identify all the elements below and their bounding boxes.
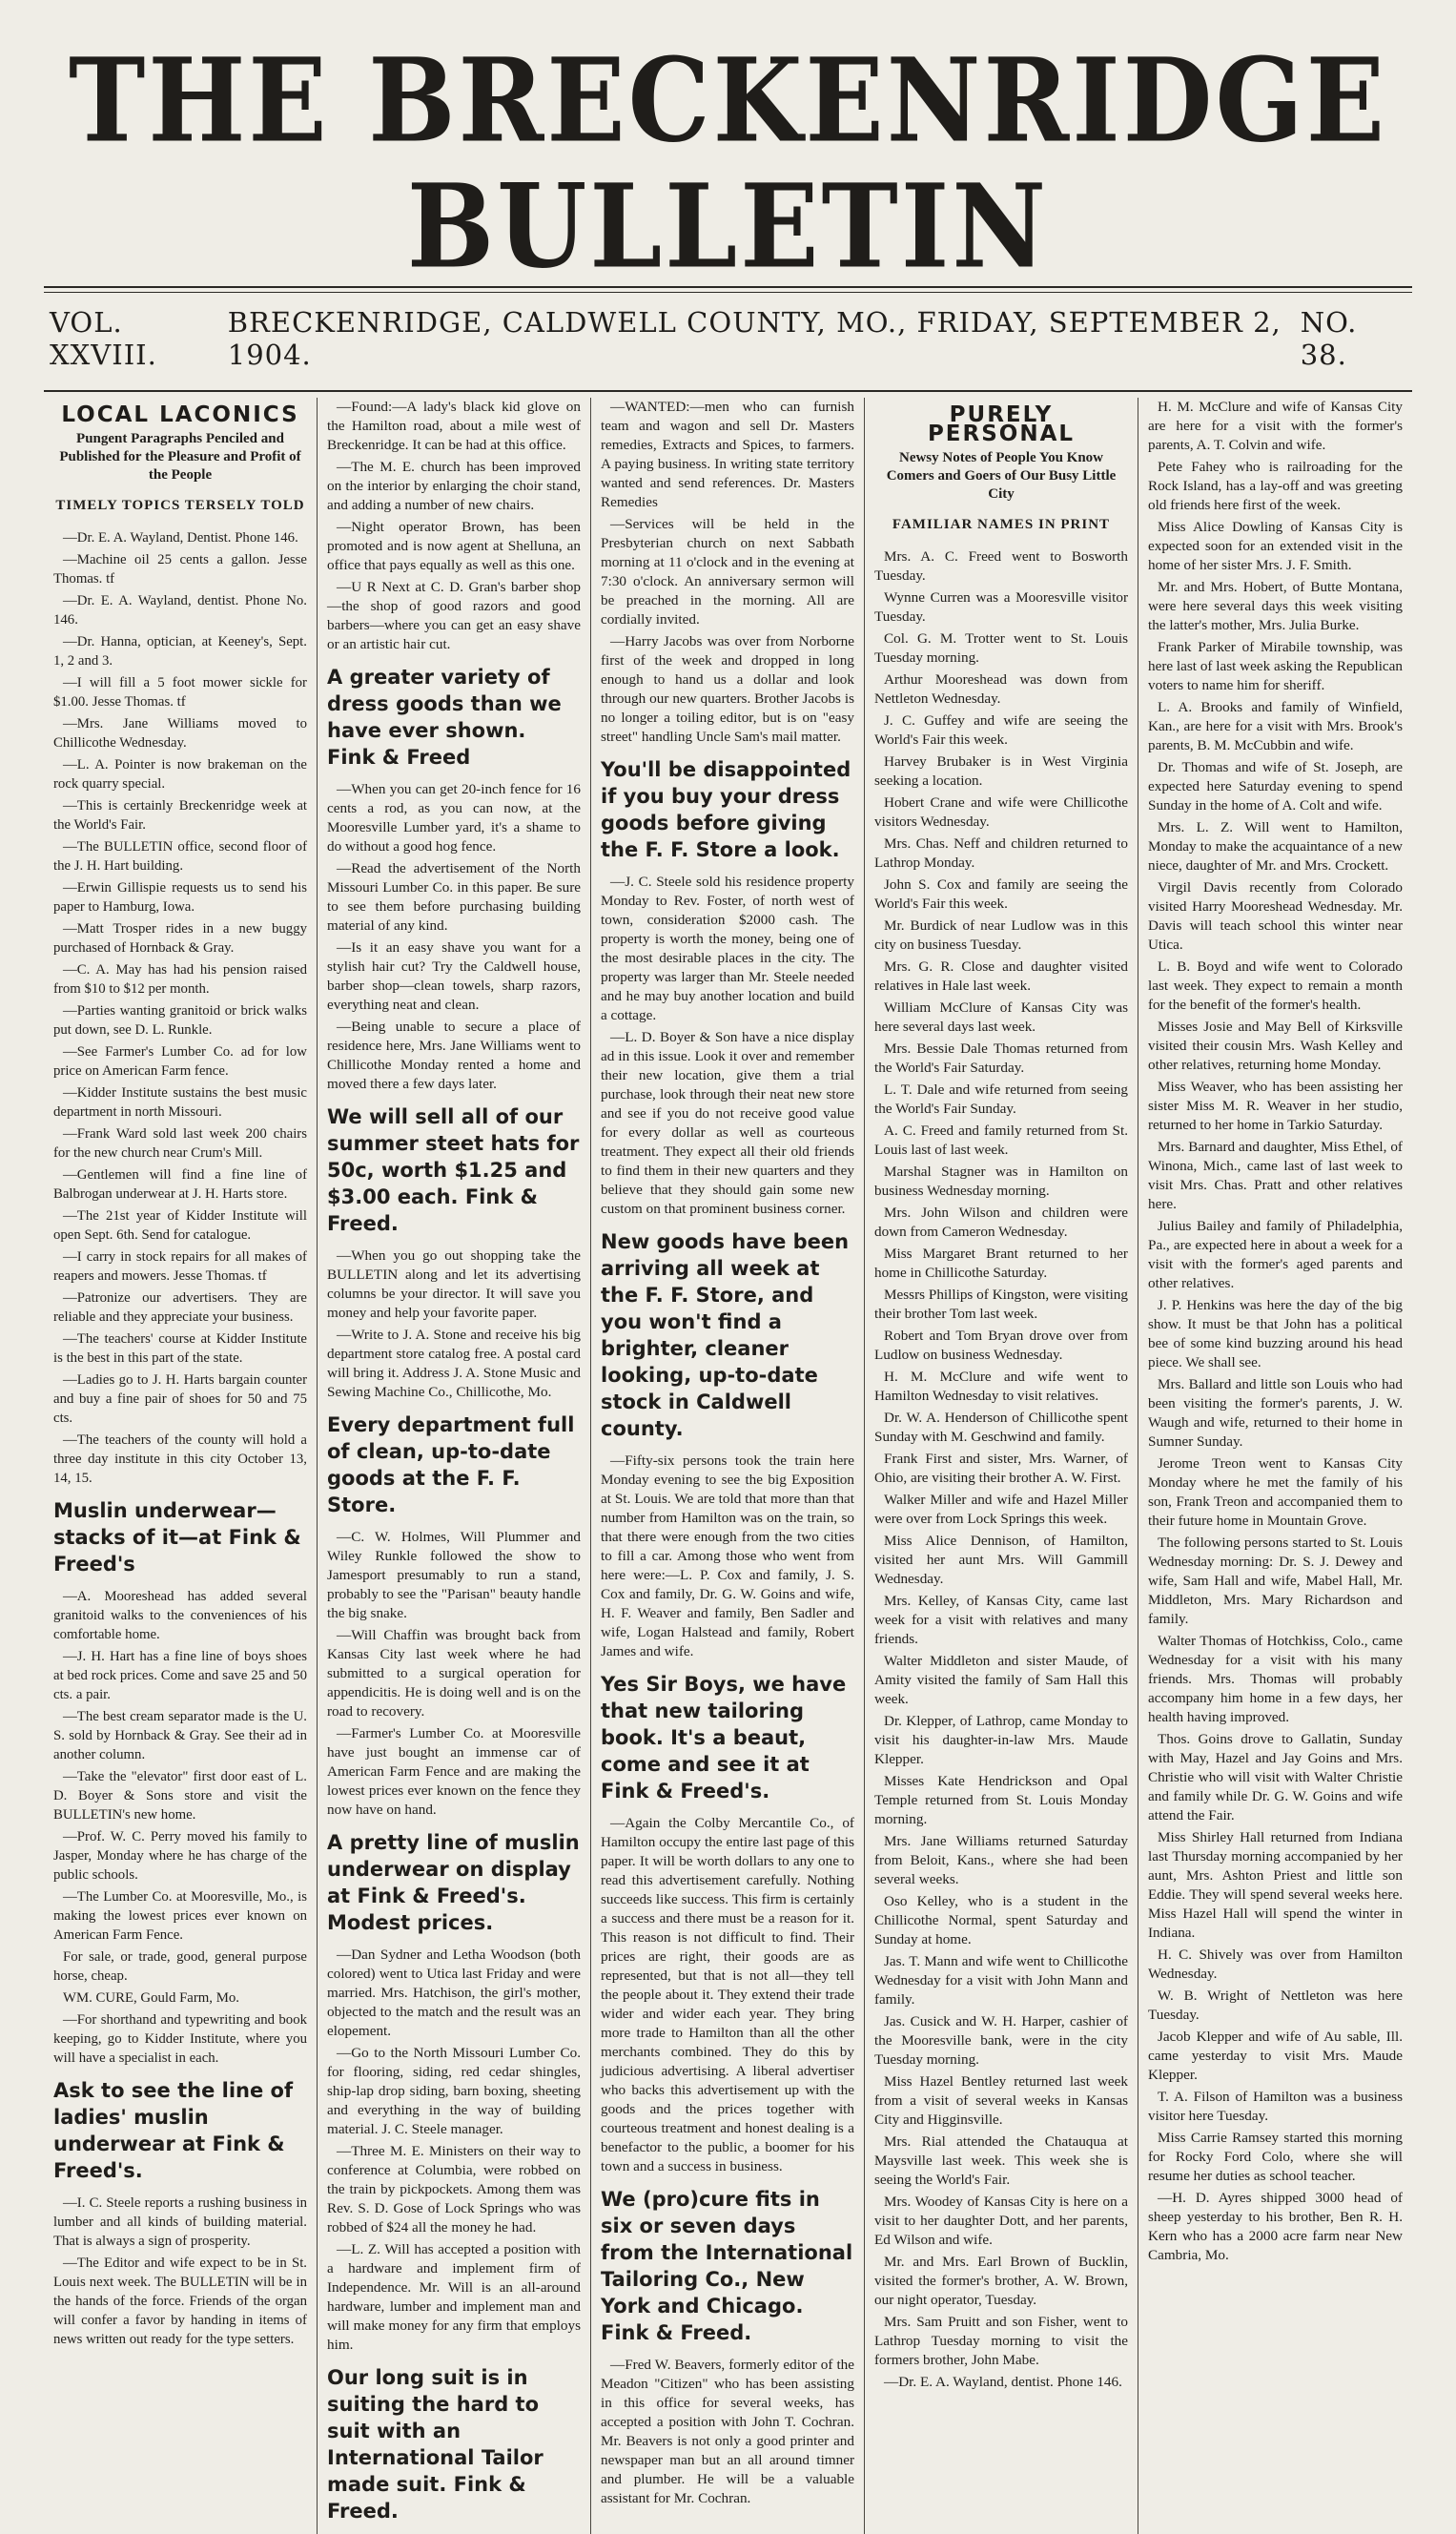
- news-item: —This is certainly Breckenridge week at the World's Fair.: [53, 798, 307, 833]
- news-item: Miss Hazel Bentley returned last week from a visit of several weeks in Kansas City and Higginsville.: [874, 2073, 1128, 2128]
- advertisement: You'll be disappointed if you buy your dress goods before giving the F. F. Store a look.: [601, 758, 851, 861]
- news-item: —Parties wanting granitoid or brick walks put down, see D. L. Runkle.: [53, 1003, 307, 1038]
- news-item: —Go to the North Missouri Lumber Co. for flooring, siding, red cedar shingles, ship-lap drop siding, barn boxing, sheeting and everything in the way of building material. J. C. Steele manager.: [327, 2045, 581, 2137]
- news-item: W. B. Wright of Nettleton was here Tuesday.: [1148, 1988, 1403, 2023]
- advertisement: Yes Sir Boys, we have that new tailoring book. It's a beaut, come and see it at Fink & Freed's.: [601, 1673, 847, 1803]
- dateline-rule: [44, 390, 1412, 392]
- news-item: William McClure of Kansas City was here several days last week.: [874, 999, 1128, 1035]
- news-item: —The M. E. church has been improved on the interior by enlarging the choir stand, and adding a number of new chairs.: [327, 459, 581, 513]
- news-item: —Dr. E. A. Wayland, dentist. Phone 146.: [884, 2374, 1122, 2390]
- news-item: Mrs. Kelley, of Kansas City, came last week for a visit with relatives and many friends.: [874, 1593, 1128, 1647]
- news-item: —I. C. Steele reports a rushing business in lumber and all kinds of building material. That is always a sign of prosperity.: [53, 2195, 307, 2249]
- news-item: H. M. McClure and wife went to Hamilton Wednesday to visit relatives.: [874, 1369, 1128, 1404]
- advertisement: A pretty line of muslin underwear on display at Fink & Freed's. Modest prices.: [327, 1831, 580, 1934]
- news-item: —Patronize our advertisers. They are reliable and they appreciate your business.: [53, 1290, 307, 1325]
- news-item: —Dr. E. A. Wayland, Dentist. Phone 146.: [63, 530, 298, 546]
- news-item: Mrs. L. Z. Will went to Hamilton, Monday to make the acquaintance of a new niece, daughter of Mr. and Mrs. Crockett.: [1148, 819, 1403, 874]
- news-item: —Frank Ward sold last week 200 chairs for the new church near Crum's Mill.: [53, 1126, 307, 1161]
- news-item: —Dr. Hanna, optician, at Keeney's, Sept. 1, 2 and 3.: [53, 634, 307, 669]
- advertisement: New goods have been arriving all week at the F. F. Store, and you won't find a brighter, cleaner looking, up-to-date stock in Caldwell county.: [601, 1230, 850, 1440]
- advertisement: Ask to see the line of ladies' muslin underwear at Fink & Freed's.: [53, 2079, 294, 2182]
- column-2-items: [327, 398, 581, 2524]
- advertisement: Muslin underwear—stacks of it—at Fink & Freed's: [53, 1499, 301, 1576]
- news-item: L. T. Dale and wife returned from seeing the World's Fair Sunday.: [874, 1082, 1128, 1117]
- news-item: Walter Middleton and sister Maude, of Amity visited the family of Sam Hall this week.: [874, 1653, 1128, 1707]
- news-item: Misses Kate Hendrickson and Opal Temple returned from St. Louis Monday morning.: [874, 1773, 1128, 1827]
- news-item: —The 21st year of Kidder Institute will open Sept. 6th. Send for catalogue.: [53, 1208, 307, 1243]
- section-title: LOCAL LACONICS: [61, 402, 299, 427]
- news-item: —Fifty-six persons took the train here Monday evening to see the big Exposition at St. Louis. We are told that more than that number from Hamilton was on the train, so that there were enough from the two cities to fill a car. Among those who went from here were:—L. P. Cox and family, J. S. Cox and family, Dr. G. W. Goins and wife, H. F. Weaver and family, Ben Sadler and wife, Logan Halstead and family, Robert James and wife.: [601, 1452, 854, 1659]
- news-item: Arthur Mooreshead was down from Nettleton Wednesday.: [874, 671, 1128, 707]
- news-item: —The Editor and wife expect to be in St. Louis next week. The BULLETIN will be in the hands of the force. Friends of the organ will confer a favor by handing in items of news written out ready for the type setters.: [53, 2256, 307, 2347]
- news-item: Mrs. Woodey of Kansas City is here on a visit to her daughter Dott, and her parents, Ed Wilson and wife.: [874, 2194, 1128, 2248]
- column-5: [1138, 398, 1412, 2534]
- news-item: Mrs. Chas. Neff and children returned to Lathrop Monday.: [874, 835, 1128, 871]
- column-1-items: [53, 528, 307, 2349]
- news-item: Mr. and Mrs. Hobert, of Butte Montana, were here several days this week visiting the latter's mother, Mrs. Julia Burke.: [1148, 579, 1403, 633]
- news-item: Mrs. John Wilson and children were down from Cameron Wednesday.: [874, 1205, 1128, 1240]
- news-item: —L. D. Boyer & Son have a nice display ad in this issue. Look it over and remember their new location, give them a trial purchase, look through their neat new store and see if you do not receive good value for every dollar as well as courteous treatment. They expect all their old friends to find them in their new quarters and they believe that they should gain some new custom on that prominent business corner.: [601, 1029, 854, 1217]
- section-subtitle: Pungent Paragraphs Penciled and Published for the Pleasure and Profit of the People: [59, 431, 301, 483]
- news-item: —Matt Trosper rides in a new buggy purchased of Hornback & Gray.: [53, 921, 307, 956]
- news-item: —Kidder Institute sustains the best music department in north Missouri.: [53, 1085, 307, 1120]
- news-item: Thos. Goins drove to Gallatin, Sunday with May, Hazel and Jay Goins and Mrs. Christie who will visit with Walter Christie and family while Dr. G. W. Goins and wife attend the Fair.: [1148, 1731, 1403, 1823]
- news-item: Robert and Tom Bryan drove over from Ludlow on business Wednesday.: [874, 1328, 1128, 1363]
- news-item: Jas. Cusick and W. H. Harper, cashier of the Mooresville bank, were in the city Tuesday morning.: [874, 2013, 1128, 2068]
- news-item: Miss Shirley Hall returned from Indiana last Thursday morning accompanied by her aunt, Mrs. Ashton Priest and little son Eddie. They will spend several weeks here. Miss Hazel Hall will spend the winter in Indiana.: [1148, 1829, 1403, 1941]
- column-1: [44, 398, 318, 2534]
- news-item: —Write to J. A. Stone and receive his big department store catalog free. A postal card will bring it. Address J. A. Stone Music and Sewing Machine Co., Chillicothe, Mo.: [327, 1327, 581, 1400]
- news-item: J. C. Guffey and wife are seeing the World's Fair this week.: [874, 712, 1128, 748]
- news-item: —When you go out shopping take the BULLETIN along and let its advertising columns be your director. It will save you money and help your favorite paper.: [327, 1247, 581, 1321]
- news-item: Oso Kelley, who is a student in the Chillicothe Normal, spent Saturday and Sunday at home.: [874, 1893, 1128, 1947]
- masthead: THE BRECKENRIDGE BULLETIN: [68, 33, 1388, 295]
- news-item: —Night operator Brown, has been promoted and is now agent at Shelluna, an office that pays equally as well as this one.: [327, 519, 581, 573]
- news-item: —Will Chaffin was brought back from Kansas City last week where he had submitted to a surgical operation for appendicitis. He is doing well and is on the road to recovery.: [327, 1627, 581, 1720]
- column-3: [591, 398, 865, 2534]
- news-item: —Dan Sydner and Letha Woodson (both colored) went to Utica last Friday and were married. Mrs. Hatchison, the girl's mother, objected to the match and the result was an elopement.: [327, 1947, 581, 2039]
- news-item: Miss Weaver, who has been assisting her sister Miss M. R. Weaver in her studio, returned to her home in Tarkio Saturday.: [1148, 1079, 1403, 1133]
- advertisement: We will sell all of our summer steet hats for 50c, worth $1.25 and $3.00 each. Fink & Freed.: [327, 1105, 580, 1235]
- news-item: —Gentlemen will find a fine line of Balbrogan underwear at J. H. Harts store.: [53, 1167, 307, 1202]
- news-item: J. P. Henkins was here the day of the big show. It must be that John has a political bee of some kind buzzing around his head piece. We shall see.: [1148, 1297, 1403, 1370]
- news-item: WM. CURE, Gould Farm, Mo.: [63, 1990, 239, 2006]
- news-item: Julius Bailey and family of Philadelphia, Pa., are expected here in about a week for a visit with the former's aged parents and other relatives.: [1148, 1218, 1403, 1291]
- news-item: —C. A. May has had his pension raised from $10 to $12 per month.: [53, 962, 307, 997]
- column-5-items: [1148, 398, 1403, 2265]
- volume: VOL. XXVIII.: [50, 306, 157, 371]
- news-item: Mrs. Jane Williams returned Saturday from Beloit, Kans., where she had been several weeks.: [874, 1833, 1128, 1887]
- news-item: Mrs. Sam Pruitt and son Fisher, went to Lathrop Tuesday morning to visit the formers brother, John Mabe.: [874, 2314, 1128, 2368]
- news-item: —A. Mooreshead has added several granitoid walks to the conveniences of his comfortable home.: [53, 1589, 307, 1642]
- news-item: Mr. Burdick of near Ludlow was in this city on business Tuesday.: [874, 917, 1128, 953]
- advertisement: We (pro)cure fits in six or seven days from the International Tailoring Co., New York and Chicago. Fink & Freed.: [601, 2188, 853, 2344]
- news-item: —Is it an easy shave you want for a stylish hair cut? Try the Caldwell house, barber shop—clean towels, sharp razors, everything neat and clean.: [327, 939, 581, 1013]
- news-item: Walter Thomas of Hotchkiss, Colo., came Wednesday for a visit with his many friends. Mrs. Thomas will probably accompany him home in a few days, her health having improved.: [1148, 1633, 1403, 1725]
- news-item: Mrs. Ballard and little son Louis who had been visiting the former's parents, J. W. Waugh and wife, returned to their home in Sumner Sunday.: [1148, 1376, 1403, 1450]
- news-item: —H. D. Ayres shipped 3000 head of sheep yesterday to his brother, Ben R. H. Kern who has a 2000 acre farm near New Cambria, Mo.: [1148, 2190, 1403, 2263]
- news-item: Wynne Curren was a Mooresville visitor Tuesday.: [874, 589, 1128, 625]
- news-item: —When you can get 20-inch fence for 16 cents a rod, as you can now, at the Mooresville Lumber yard, it's a shame to do without a good hog fence.: [327, 781, 581, 855]
- news-item: Frank Parker of Mirabile township, was here last of last week asking the Republican voters to name him for sheriff.: [1148, 639, 1403, 693]
- section-subtitle: Newsy Notes of People You Know Comers and Goers of Our Busy Little City: [886, 450, 1117, 502]
- news-item: —Fred W. Beavers, formerly editor of the Meadon "Citizen" who has been assisting in this office for several weeks, has accepted a position with John T. Cochran. Mr. Beavers is not only a good printer and newspaper man but an all around timner and plumber. He will be a valuable assistant for Mr. Cochran.: [601, 2357, 854, 2506]
- news-item: Dr. W. A. Henderson of Chillicothe spent Sunday with M. Geschwind and family.: [874, 1410, 1128, 1445]
- news-item: L. A. Brooks and family of Winfield, Kan., are here for a visit with Mrs. Brook's parents, B. M. McCubbin and wife.: [1148, 699, 1403, 753]
- news-item: Mr. and Mrs. Earl Brown of Bucklin, visited the former's brother, A. W. Brown, our night operator, Tuesday.: [874, 2254, 1128, 2308]
- news-item: Mrs. Barnard and daughter, Miss Ethel, of Winona, Mich., came last of last week to visit Mrs. Chas. Pratt and other relatives here.: [1148, 1139, 1403, 1212]
- news-item: —The BULLETIN office, second floor of the J. H. Hart building.: [53, 839, 307, 874]
- news-item: —Machine oil 25 cents a gallon. Jesse Thomas. tf: [53, 552, 307, 587]
- news-item: T. A. Filson of Hamilton was a business visitor here Tuesday.: [1148, 2089, 1403, 2124]
- news-item: Jerome Treon went to Kansas City Monday where he met the family of his son, Frank Treon and accompanied them to their future home in Mountain Grove.: [1148, 1455, 1403, 1529]
- news-item: —The best cream separator made is the U. S. sold by Hornback & Gray. See their ad in another column.: [53, 1709, 307, 1762]
- news-item: —Again the Colby Mercantile Co., of Hamilton occupy the entire last page of this paper. It will be worth dollars to any one to read this advertisement carefully. Nothing succeeds like success. This firm is certainly a success and there must be a reason for it. This reason is not difficult to find. Their prices are right, their goods are as represented, but that is not all—they tell the people about it. They extend their trade wider and wider each year. They bring more trade to Hamilton than all the other merchants combined. They do this by judicious advertising. A liberal advertiser who backs this advertisement up with the goods and the prices together with courteous treatment and honest dealing is a benefactor to the public, a boomer for his town and a success in business.: [601, 1815, 854, 2174]
- news-item: Miss Margaret Brant returned to her home in Chillicothe Saturday.: [874, 1246, 1128, 1281]
- news-item: —Harry Jacobs was over from Norborne first of the week and dropped in long enough to hand us a dollar and look through our new quarters. Brother Jacobs is no longer a toiling editor, but is on "easy street" handling Uncle Sam's mail matter.: [601, 633, 854, 745]
- news-item: —Prof. W. C. Perry moved his family to Jasper, Monday where he has charge of the public schools.: [53, 1829, 307, 1883]
- issue-number: NO. 38.: [1300, 306, 1358, 371]
- news-item: Messrs Phillips of Kingston, were visiting their brother Tom last week.: [874, 1287, 1128, 1322]
- news-item: Mrs. Rial attended the Chatauqua at Maysville last week. This week she is seeing the World's Fair.: [874, 2133, 1128, 2188]
- news-item: —L. A. Pointer is now brakeman on the rock quarry special.: [53, 757, 307, 792]
- section-subtitle-2: TIMELY TOPICS TERSELY TOLD: [55, 498, 305, 513]
- news-item: —I carry in stock repairs for all makes of reapers and mowers. Jesse Thomas. tf: [53, 1249, 307, 1284]
- news-item: Mrs. G. R. Close and daughter visited relatives in Hale last week.: [874, 958, 1128, 994]
- dateline: [44, 293, 1412, 381]
- news-item: —The teachers of the county will hold a three day institute in this city October 13, 14, 15.: [53, 1432, 307, 1486]
- news-item: Miss Carrie Ramsey started this morning for Rocky Ford Colo, where she will resume her duties as school teacher.: [1148, 2130, 1403, 2184]
- news-item: L. B. Boyd and wife went to Colorado last week. They expect to remain a month for the benefit of the former's health.: [1148, 958, 1403, 1013]
- news-item: —Being unable to secure a place of residence here, Mrs. Jane Williams went to Chillicothe Monday rented a home and moved there a few days later.: [327, 1019, 581, 1092]
- news-item: —For shorthand and typewriting and book keeping, go to Kidder Institute, where you will have a specialist in each.: [53, 2012, 307, 2066]
- news-item: Misses Josie and May Bell of Kirksville visited their cousin Mrs. Wash Kelley and other relatives, returning home Monday.: [1148, 1019, 1403, 1073]
- news-item: —Ladies go to J. H. Harts bargain counter and buy a fine pair of shoes for 50 and 75 cts.: [53, 1372, 307, 1426]
- news-item: Virgil Davis recently from Colorado visited Harry Mooreshead Wednesday. Mr. Davis will teach school this winter near Utica.: [1148, 879, 1403, 953]
- news-item: Pete Fahey who is railroading for the Rock Island, has a lay-off and was greeting old friends here first of the week.: [1148, 459, 1403, 513]
- news-item: —Dr. E. A. Wayland, dentist. Phone No. 146.: [53, 593, 307, 628]
- news-item: Mrs. Bessie Dale Thomas returned from the World's Fair Saturday.: [874, 1040, 1128, 1076]
- news-item: —Found:—A lady's black kid glove on the Hamilton road, about a mile west of Breckenridge. It can be had at this office.: [327, 399, 581, 453]
- news-item: —Farmer's Lumber Co. at Mooresville have just bought an immense car of American Farm Fence and are making the lowest prices ever known on the fence they now have on hand.: [327, 1725, 581, 1818]
- news-item: A. C. Freed and family returned from St. Louis last of last week.: [874, 1123, 1128, 1158]
- news-item: Hobert Crane and wife were Chillicothe visitors Wednesday.: [874, 794, 1128, 830]
- news-item: —Erwin Gillispie requests us to send his paper to Hamburg, Iowa.: [53, 880, 307, 915]
- column-4: [865, 398, 1138, 2534]
- advertisement: Our long suit is in suiting the hard to suit with an International Tailor made suit. Fink & Freed.: [327, 2366, 543, 2523]
- column-3-items: [601, 398, 854, 2508]
- news-item: John S. Cox and family are seeing the World's Fair this week.: [874, 876, 1128, 912]
- news-item: Jas. T. Mann and wife went to Chillicothe Wednesday for a visit with John Mann and family.: [874, 1953, 1128, 2008]
- news-item: Dr. Thomas and wife of St. Joseph, are expected here Saturday evening to spend Sunday in the home of A. Colt and wife.: [1148, 759, 1403, 814]
- news-item: —Read the advertisement of the North Missouri Lumber Co. in this paper. Be sure to see them before purchasing building material of any kind.: [327, 860, 581, 934]
- news-item: Col. G. M. Trotter went to St. Louis Tuesday morning.: [874, 630, 1128, 666]
- news-item: Jacob Klepper and wife of Au sable, Ill. came yesterday to visit Mrs. Maude Klepper.: [1148, 2029, 1403, 2083]
- news-item: —J. H. Hart has a fine line of boys shoes at bed rock prices. Come and save 25 and 50 cts. a pair.: [53, 1649, 307, 1702]
- news-item: Marshal Stagner was in Hamilton on business Wednesday morning.: [874, 1164, 1128, 1199]
- advertisement: Every department full of clean, up-to-date goods at the F. F. Store.: [327, 1413, 575, 1516]
- news-item: —The Lumber Co. at Mooresville, Mo., is making the lowest prices ever known on American Farm Fence.: [53, 1889, 307, 1943]
- news-item: —J. C. Steele sold his residence property Monday to Rev. Foster, of north west of town, consideration $2000 cash. The property is worth the money, being one of the most desirable places in the city. The property was larger than Mr. Steele needed and he may buy another location and build a cottage.: [601, 874, 854, 1023]
- news-item: —I will fill a 5 foot mower sickle for $1.00. Jesse Thomas. tf: [53, 675, 307, 710]
- news-item: The following persons started to St. Louis Wednesday morning: Dr. S. J. Dewey and wife, Sam Hall and wife, Mabel Hall, Mr. Middleton, Mrs. Mary Richardson and family.: [1148, 1535, 1403, 1627]
- column-2: [318, 398, 591, 2534]
- news-item: Dr. Klepper, of Lathrop, came Monday to visit his daughter-in-law Mrs. Maude Klepper.: [874, 1713, 1128, 1767]
- place-date: BRECKENRIDGE, CALDWELL COUNTY, MO., FRIDAY, SEPTEMBER 2, 1904.: [227, 306, 1282, 371]
- section-title: PURELY PERSONAL: [927, 402, 1076, 446]
- news-item: —C. W. Holmes, Will Plummer and Wiley Runkle followed the show to Jamesport presumably to run a stand, probably to see the "Parisan" beauty handle the big snake.: [327, 1529, 581, 1621]
- column-4-items: [874, 547, 1128, 2392]
- news-item: Frank First and sister, Mrs. Warner, of Ohio, are visiting their brother A. W. First.: [874, 1451, 1128, 1486]
- news-item: H. M. McClure and wife of Kansas City are here for a visit with the former's parents, A. T. Colvin and wife.: [1148, 399, 1403, 453]
- news-item: —WANTED:—men who can furnish team and wagon and sell Dr. Masters remedies, Extracts and Spices, to farmers. A paying business. In writing state territory wanted and send references. Dr. Masters Remedies: [601, 399, 854, 510]
- section-subtitle-2: FAMILIAR NAMES IN PRINT: [892, 517, 1111, 532]
- advertisement: A greater variety of dress goods than we have ever shown. Fink & Freed: [327, 666, 562, 769]
- news-item: For sale, or trade, good, general purpose horse, cheap.: [53, 1949, 307, 1984]
- news-item: —See Farmer's Lumber Co. ad for low price on American Farm fence.: [53, 1044, 307, 1079]
- news-item: —Take the "elevator" first door east of L. D. Boyer & Sons store and visit the BULLETIN's new home.: [53, 1769, 307, 1823]
- news-item: Miss Alice Dennison, of Hamilton, visited her aunt Mrs. Will Gammill Wednesday.: [874, 1533, 1128, 1587]
- news-item: —Services will be held in the Presbyterian church on next Sabbath morning at 11 o'clock and in the evening at 7:30 o'clock. An anniversary sermon will be preached in the morning. All are cordially invited.: [601, 516, 854, 628]
- news-item: —The teachers' course at Kidder Institute is the best in this part of the state.: [53, 1331, 307, 1366]
- news-item: —Three M. E. Ministers on their way to conference at Columbia, were robbed on the train by pickpockets. Among them was Rev. S. D. Gose of Lock Springs who was robbed of $24 all the money he had.: [327, 2143, 581, 2235]
- news-item: Miss Alice Dowling of Kansas City is expected soon for an extended visit in the home of her sister Mrs. J. F. Smith.: [1148, 519, 1403, 573]
- news-item: Walker Miller and wife and Hazel Miller were over from Lock Springs this week.: [874, 1492, 1128, 1527]
- columns: [44, 398, 1412, 2523]
- news-item: Mrs. A. C. Freed went to Bosworth Tuesday.: [874, 548, 1128, 584]
- news-item: —L. Z. Will has accepted a position with a hardware and implement firm of Independence. Mr. Will is an all-around hardware, lumber and implement man and will make money for any firm that employs him.: [327, 2241, 581, 2353]
- news-item: —Mrs. Jane Williams moved to Chillicothe Wednesday.: [53, 716, 307, 751]
- news-item: —U R Next at C. D. Gran's barber shop—the shop of good razors and good barbers—where you can get an easy shave or an artistic hair cut.: [327, 579, 581, 652]
- news-item: Harvey Brubaker is in West Virginia seeking a location.: [874, 753, 1128, 789]
- news-item: H. C. Shively was over from Hamilton Wednesday.: [1148, 1947, 1403, 1982]
